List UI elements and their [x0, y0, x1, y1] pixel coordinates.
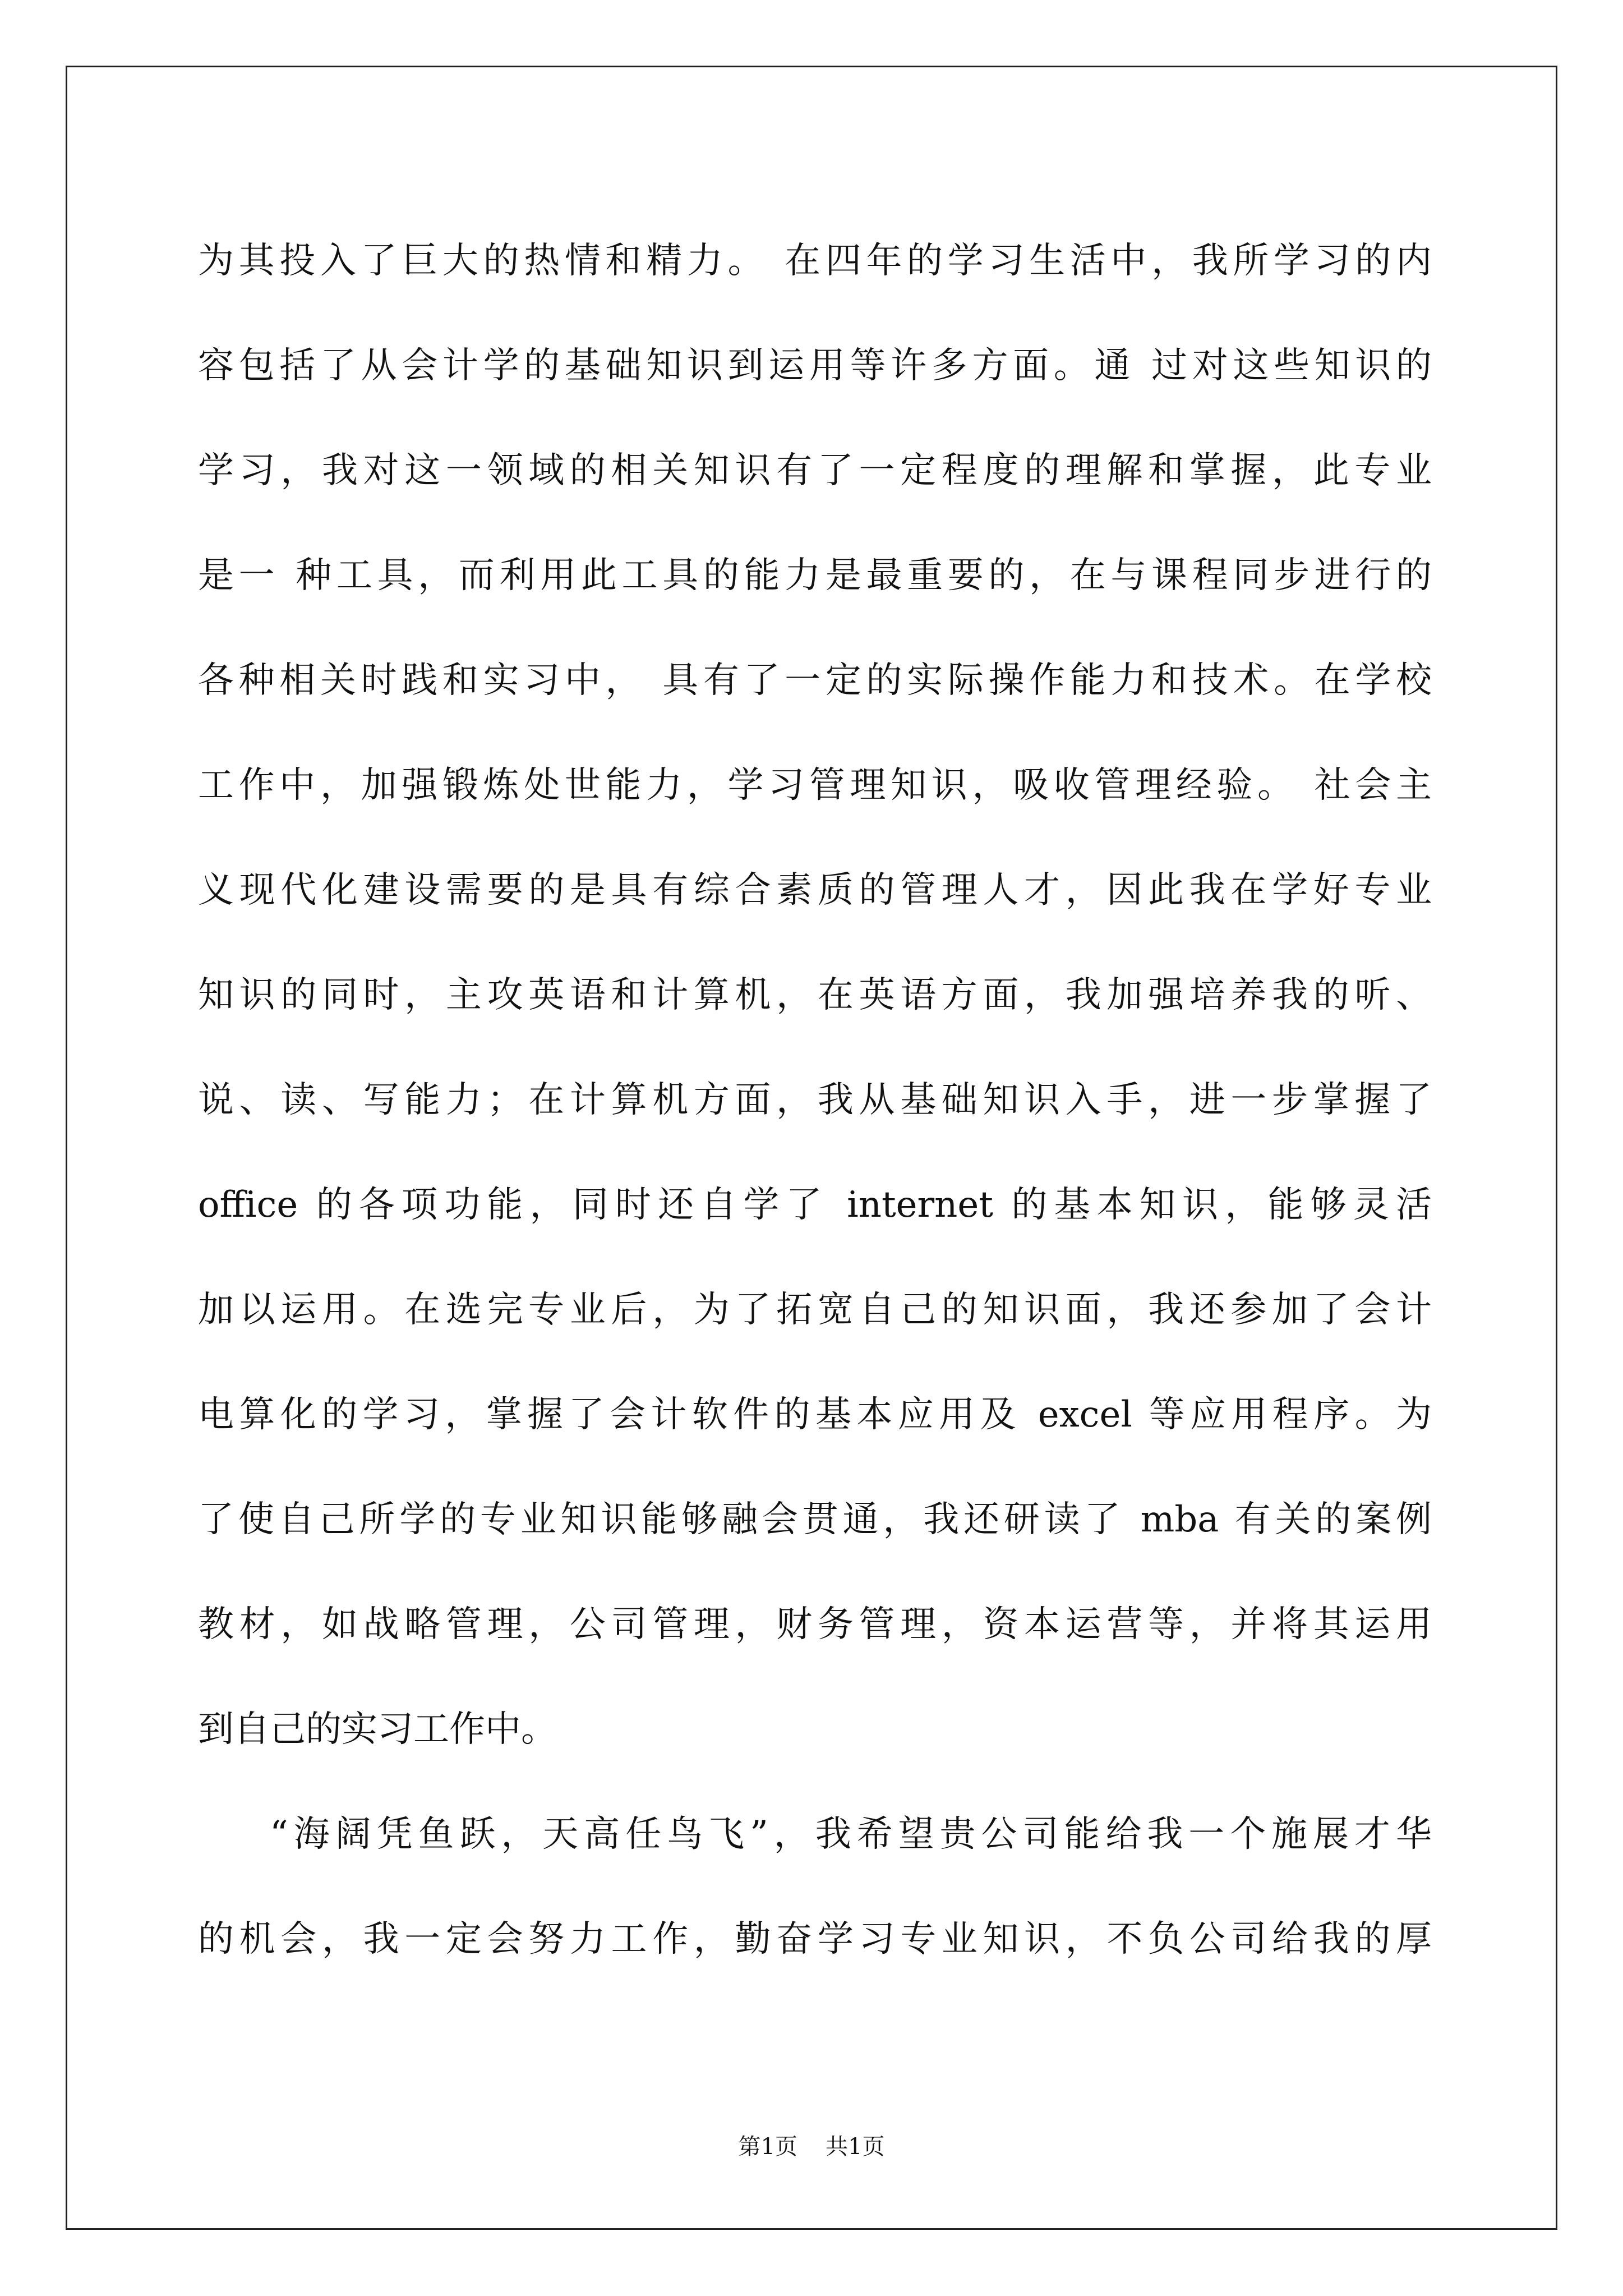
text-line: “海阔凭鱼跃，天高任鸟飞”，我希望贵公司能给我一个施展才华 [270, 1814, 1432, 1855]
text-line: 的机会，我一定会努力工作，勤奋学习专业知识，不负公司给我的厚 [198, 1918, 1432, 1960]
text-line: 到自己的实习工作中。 [198, 1709, 557, 1750]
text-line: 容包括了从会计学的基础知识到运用等许多方面。通 过对这些知识的 [198, 345, 1432, 386]
page-footer [0, 2129, 1623, 2161]
text-line: 是一 种工具，而利用此工具的能力是最重要的，在与课程同步进行的 [198, 555, 1432, 596]
text-line: 知识的同时，主攻英语和计算机，在英语方面，我加强培养我的听、 [198, 974, 1432, 1016]
text-line: office 的各项功能，同时还自学了 internet 的基本知识，能够灵活 [198, 1184, 1432, 1226]
text-line: 教材，如战略管理，公司管理，财务管理，资本运营等，并将其运用 [198, 1604, 1432, 1645]
text-line: 学习，我对这一领域的相关知识有了一定程度的理解和掌握，此专业 [198, 450, 1432, 491]
document-body [198, 209, 1432, 1992]
page-total: 共1页 [826, 2134, 885, 2160]
text-line: 电算化的学习，掌握了会计软件的基本应用及 excel 等应用程序。为 [198, 1394, 1432, 1435]
text-line: 义现代化建设需要的是具有综合素质的管理人才，因此我在学好专业 [198, 869, 1432, 911]
text-line: 各种相关时践和实习中， 具有了一定的实际操作能力和技术。在学校 [198, 660, 1432, 701]
text-line: 了使自己所学的专业知识能够融会贯通，我还研读了 mba 有关的案例 [198, 1499, 1432, 1540]
text-line: 加以运用。在选完专业后，为了拓宽自己的知识面，我还参加了会计 [198, 1289, 1432, 1331]
text-line: 工作中，加强锻炼处世能力，学习管理知识，吸收管理经验。 社会主 [198, 765, 1432, 806]
text-line: 为其投入了巨大的热情和精力。 在四年的学习生活中，我所学习的内 [198, 240, 1432, 282]
text-line: 说、读、写能力；在计算机方面，我从基础知识入手，进一步掌握了 [198, 1079, 1432, 1121]
page-number: 第1页 [738, 2134, 797, 2160]
